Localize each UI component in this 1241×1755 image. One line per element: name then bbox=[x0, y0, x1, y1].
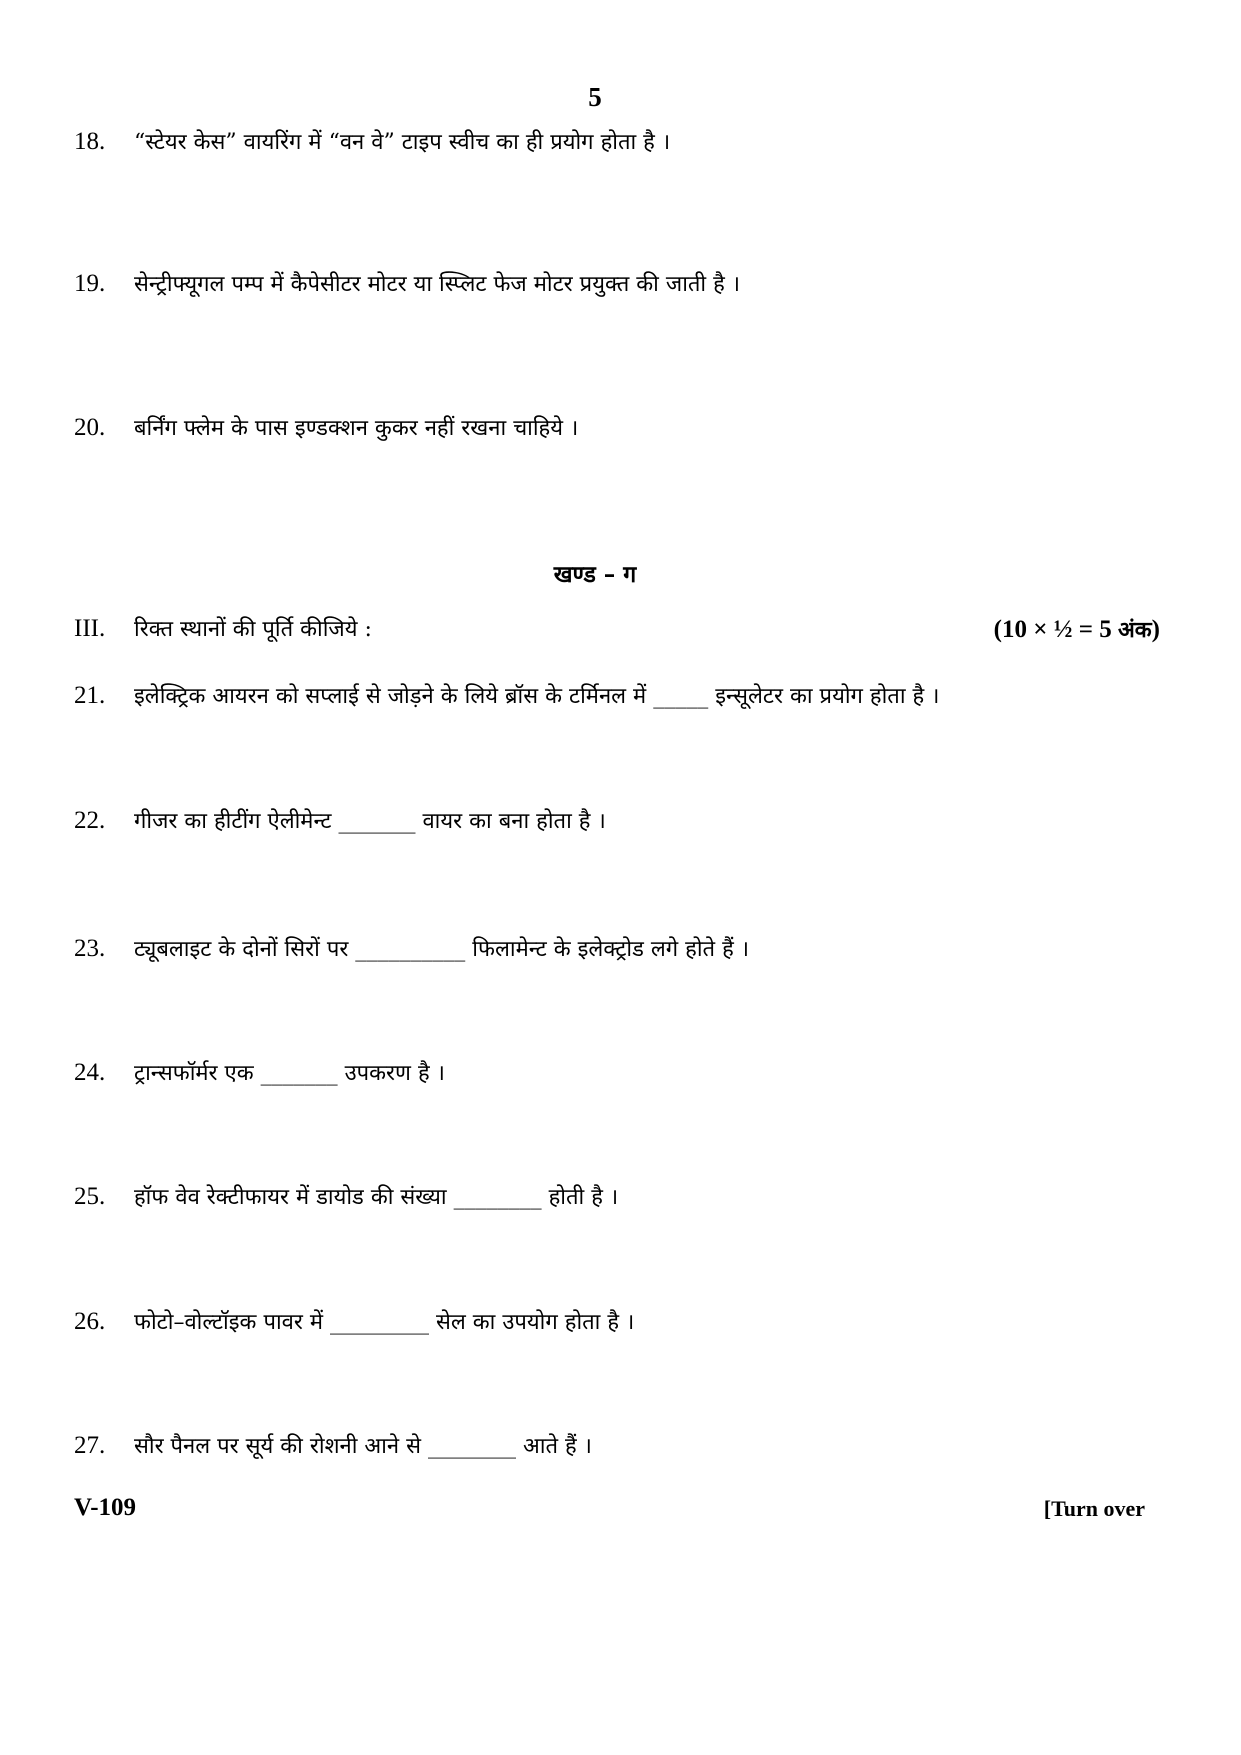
instruction-text: रिक्त स्थानों की पूर्ति कीजिये : bbox=[134, 617, 372, 642]
question-23 bbox=[74, 933, 749, 966]
question-number: 25. bbox=[74, 1183, 106, 1210]
instruction bbox=[74, 613, 372, 646]
question-text: इलेक्ट्रिक आयरन को सप्लाई से जोड़ने के लिये ब्रॉस के टर्मिनल में _____ इन्सूलेटर का प्रयोग होता है । bbox=[134, 684, 940, 709]
question-number: 19. bbox=[74, 270, 106, 297]
marks-allocation bbox=[994, 614, 1160, 644]
question-number: 27. bbox=[74, 1432, 106, 1459]
section-title: खण्ड – ग bbox=[553, 561, 637, 588]
question-22 bbox=[74, 805, 606, 838]
question-number: 23. bbox=[74, 935, 106, 962]
turn-over-note: [Turn over bbox=[1043, 1496, 1145, 1521]
question-text: ट्रान्सफॉर्मर एक _______ उपकरण है । bbox=[134, 1061, 445, 1086]
question-18 bbox=[74, 126, 670, 159]
question-text: गीजर का हीटींग ऐलीमेन्ट _______ वायर का बना होता है । bbox=[134, 809, 606, 834]
question-26 bbox=[74, 1306, 634, 1339]
question-text: हॉफ वेव रेक्टीफायर में डायोड की संख्या ________ होती है । bbox=[134, 1185, 619, 1210]
question-number: 21. bbox=[74, 682, 106, 709]
marks-unit: अंक bbox=[1117, 617, 1152, 643]
question-number: 22. bbox=[74, 807, 106, 834]
question-text: सेन्ट्रीफ्यूगल पम्प में कैपेसीटर मोटर या स्प्लिट फेज मोटर प्रयुक्त की जाती है । bbox=[134, 272, 741, 297]
marks-suffix: ) bbox=[1151, 616, 1160, 643]
question-text: बर्निंग फ्लेम के पास इण्डक्शन कुकर नहीं रखना चाहिये । bbox=[134, 416, 579, 441]
question-text: सौर पैनल पर सूर्य की रोशनी आने से ________ आते हैं । bbox=[134, 1434, 593, 1459]
question-24 bbox=[74, 1057, 445, 1090]
question-number: 26. bbox=[74, 1308, 106, 1335]
question-number: 20. bbox=[74, 414, 106, 441]
question-text: “स्टेयर केस” वायरिंग में “वन वे” टाइप स्वीच का ही प्रयोग होता है । bbox=[134, 130, 671, 155]
marks-prefix: (10 × ½ = 5 bbox=[993, 616, 1118, 643]
page-number: 5 bbox=[588, 82, 602, 112]
question-number: 18. bbox=[74, 128, 106, 155]
question-text: फोटो–वोल्टॉइक पावर में _________ सेल का उपयोग होता है । bbox=[134, 1310, 635, 1335]
question-27 bbox=[74, 1430, 592, 1463]
question-text: ट्यूबलाइट के दोनों सिरों पर __________ फिलामेन्ट के इलेक्ट्रोड लगे होते हैं । bbox=[134, 937, 750, 962]
instruction-number: III. bbox=[74, 615, 106, 642]
question-21 bbox=[74, 680, 940, 713]
question-20 bbox=[74, 412, 578, 445]
question-25 bbox=[74, 1181, 618, 1214]
question-number: 24. bbox=[74, 1059, 106, 1086]
question-19 bbox=[74, 268, 740, 301]
paper-code: V-109 bbox=[74, 1494, 137, 1521]
